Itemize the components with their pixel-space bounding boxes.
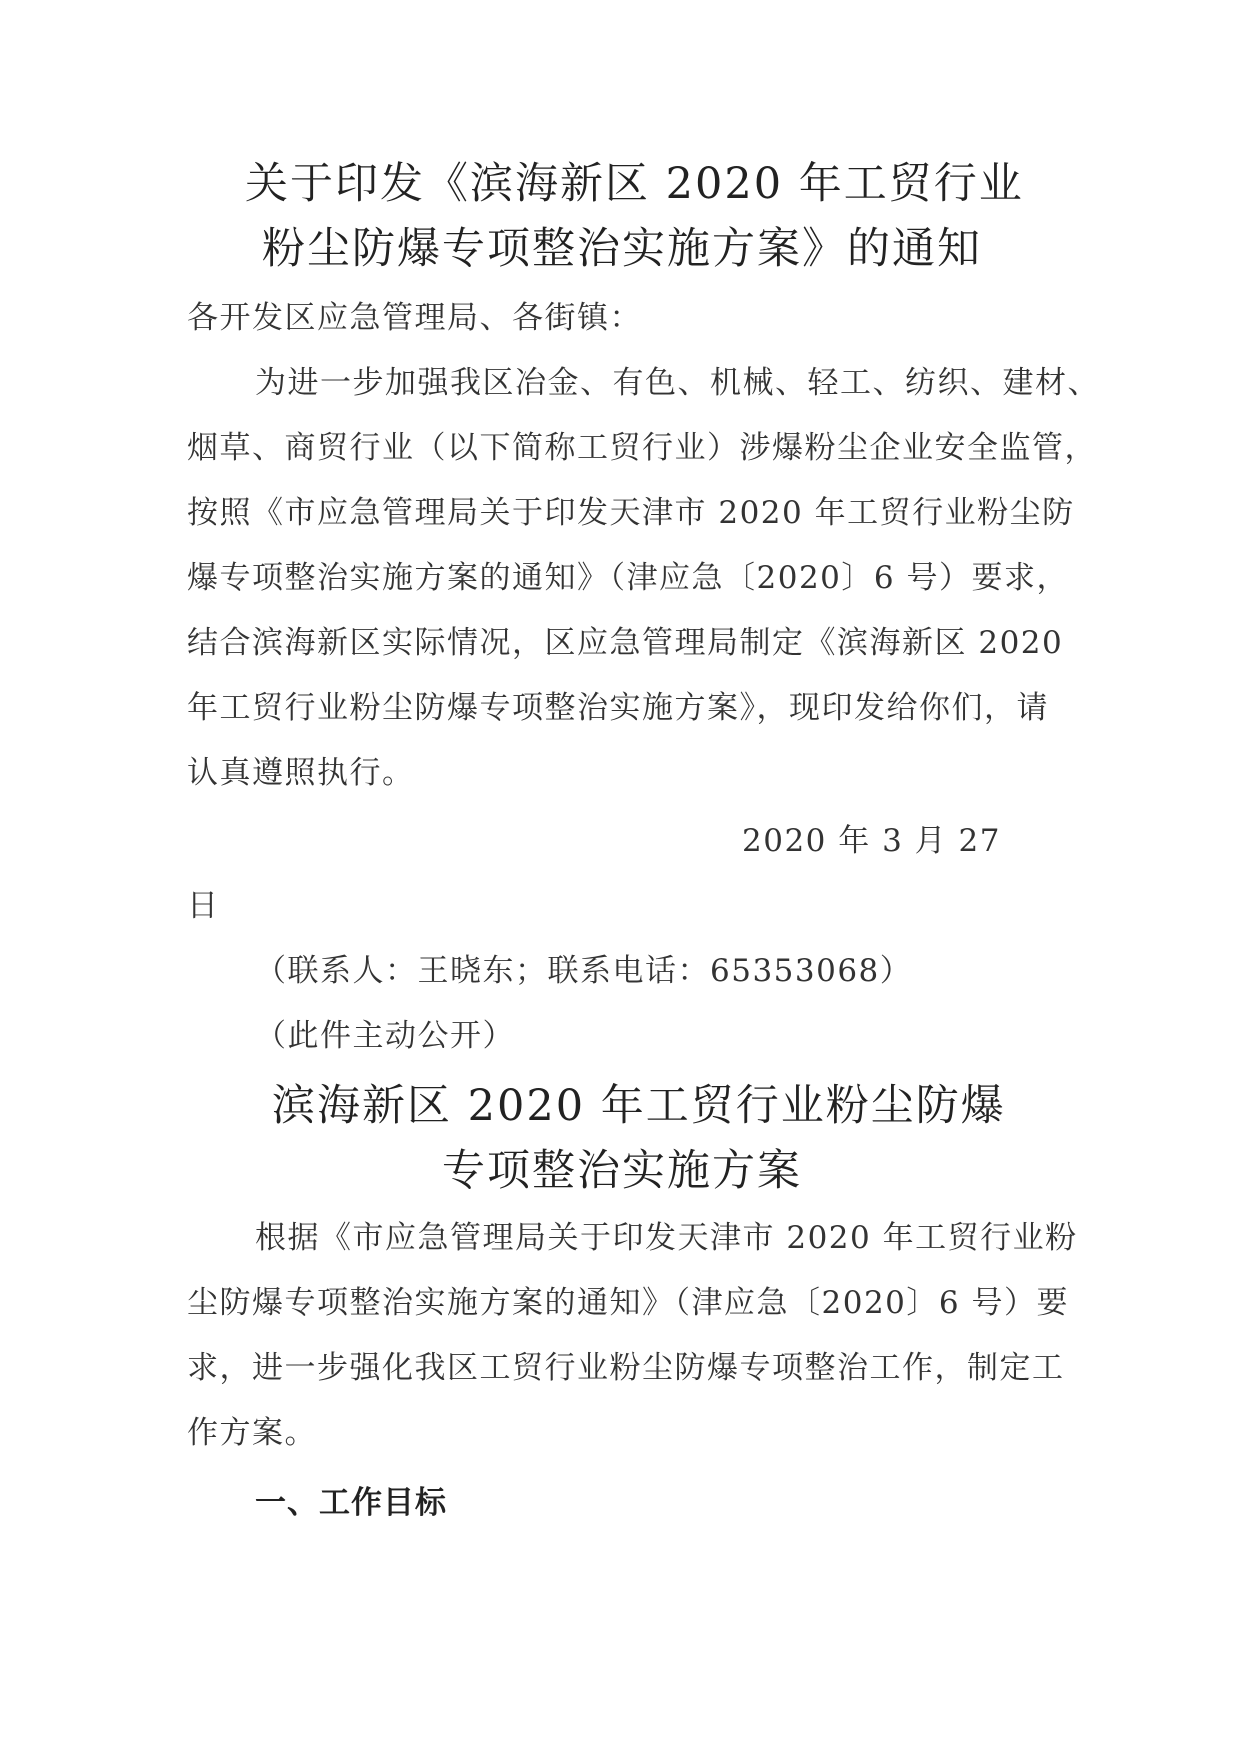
notice-addressee: 各开发区应急管理局、各街镇： xyxy=(187,300,642,336)
plan-title-line-1: 滨海新区 2020 年工贸行业粉尘防爆 xyxy=(272,1081,1006,1131)
notice-title-line-1: 关于印发《滨海新区 2020 年工贸行业 xyxy=(245,159,1024,209)
notice-paragraph-line: 认真遵照执行。 xyxy=(187,755,415,791)
plan-title-line-2: 专项整治实施方案 xyxy=(442,1146,802,1196)
notice-paragraph-line: 结合滨海新区实际情况，区应急管理局制定《滨海新区 2020 xyxy=(187,625,1064,661)
notice-paragraph-line: 按照《市应急管理局关于印发天津市 2020 年工贸行业粉尘防 xyxy=(187,495,1075,531)
plan-paragraph-line: 作方案。 xyxy=(187,1415,317,1451)
notice-date-continued: 日 xyxy=(187,888,220,924)
plan-paragraph-line: 根据《市应急管理局关于印发天津市 2020 年工贸行业粉 xyxy=(255,1220,1078,1256)
notice-disclosure: （此件主动公开） xyxy=(255,1018,515,1054)
notice-paragraph-line: 年工贸行业粉尘防爆专项整治实施方案》，现印发给你们，请 xyxy=(187,690,1049,726)
plan-paragraph-line: 求，进一步强化我区工贸行业粉尘防爆专项整治工作，制定工 xyxy=(187,1350,1065,1386)
notice-date: 2020 年 3 月 27 xyxy=(742,823,1001,859)
notice-paragraph-line: 爆专项整治实施方案的通知》（津应急〔2020〕6 号）要求， xyxy=(187,560,1069,596)
notice-contact: （联系人：王晓东；联系电话：65353068） xyxy=(255,953,913,989)
notice-paragraph-line: 为进一步加强我区冶金、有色、机械、轻工、纺织、建材、 xyxy=(255,365,1100,401)
section-heading: 一、工作目标 xyxy=(255,1485,447,1521)
notice-title-line-2: 粉尘防爆专项整治实施方案》的通知 xyxy=(262,224,982,274)
plan-paragraph-line: 尘防爆专项整治实施方案的通知》（津应急〔2020〕6 号）要 xyxy=(187,1285,1069,1321)
notice-paragraph-line: 烟草、商贸行业（以下简称工贸行业）涉爆粉尘企业安全监管， xyxy=(187,430,1097,466)
